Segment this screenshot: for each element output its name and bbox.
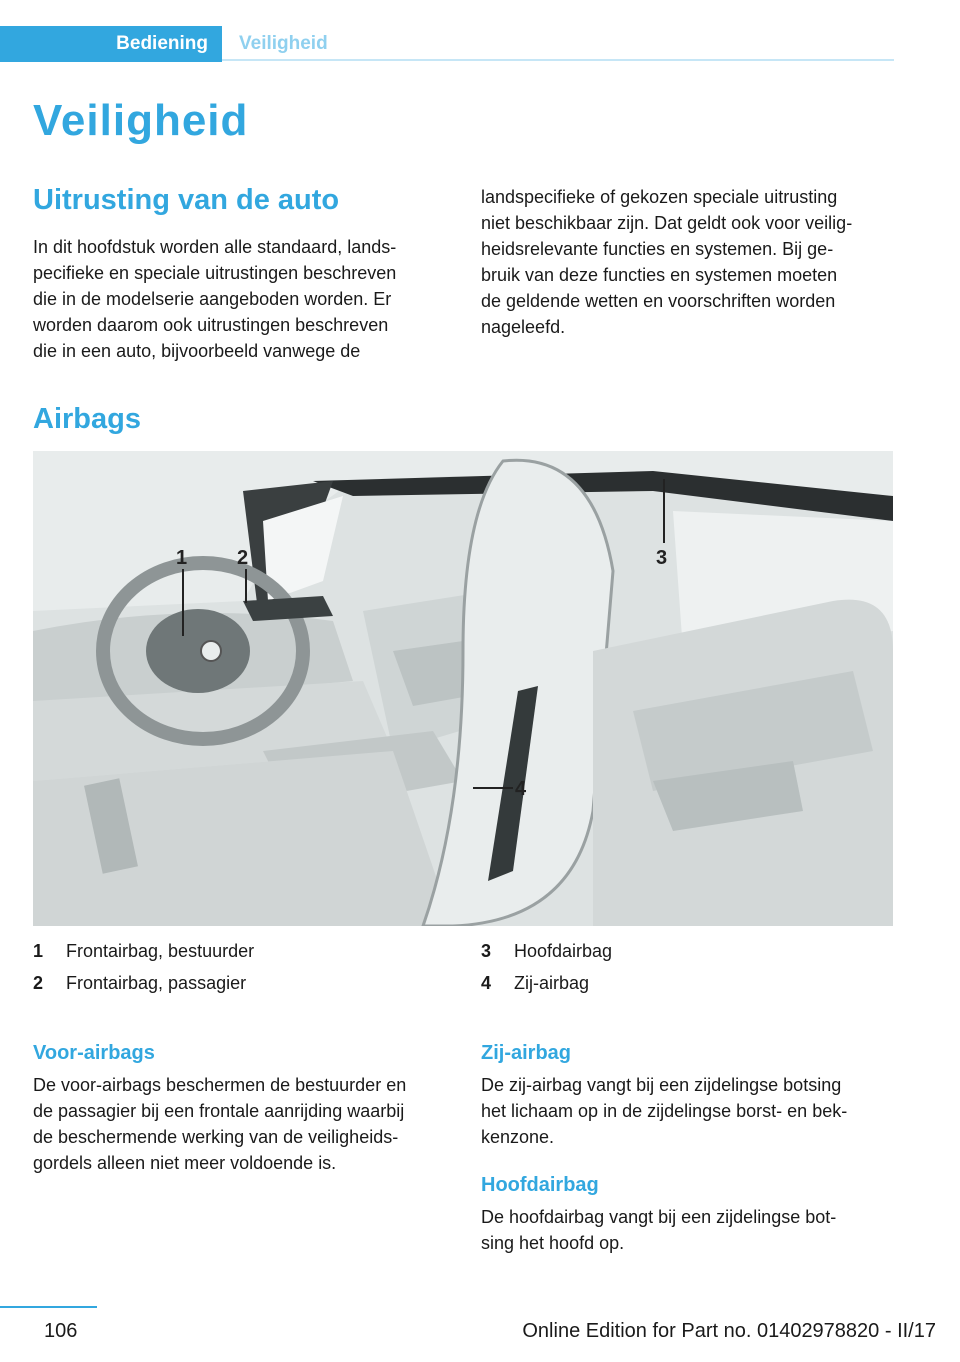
callout-2: 2: [237, 547, 249, 569]
text-line: niet beschikbaar zijn. Dat geldt ook voor veilig-: [481, 213, 853, 233]
legend-item: [481, 967, 612, 999]
text-line: die in een auto, bijvoorbeeld vanwege de: [33, 341, 361, 361]
heading-zij-airbag: Zij-airbag: [481, 1042, 572, 1064]
text-line: In dit hoofdstuk worden alle standaard, lands-: [33, 237, 397, 257]
callout-3: 3: [656, 547, 668, 569]
text-line: De hoofdairbag vangt bij een zijdelingse bot-: [481, 1207, 837, 1227]
legend-label: Frontairbag, passagier: [66, 973, 247, 993]
section1-col2: [481, 184, 852, 340]
legend-num: 1: [33, 941, 44, 961]
section-heading-airbags: Airbags: [33, 403, 141, 435]
text-line: landspecifieke of gekozen speciale uitrusting: [481, 187, 838, 207]
legend-label: Zij-airbag: [514, 973, 590, 993]
page-title: Veiligheid: [33, 96, 249, 145]
legend-item: [33, 967, 254, 999]
legend-right: [481, 935, 612, 999]
text-line: bruik van deze functies en systemen moeten: [481, 265, 838, 285]
text-line: heidsrelevante functies en systemen. Bij ge-: [481, 239, 834, 259]
callout-1: 1: [176, 547, 188, 569]
tab-veiligheid[interactable]: Veiligheid: [239, 33, 328, 54]
text-line: sing het hoofd op.: [481, 1233, 625, 1253]
heading-hoofdairbag: Hoofdairbag: [481, 1174, 599, 1196]
heading-voor-airbags: Voor-airbags: [33, 1042, 155, 1064]
text-line: pecifieke en speciale uitrustingen beschreven: [33, 263, 397, 283]
text-line: het lichaam op in de zijdelingse borst- en bek-: [481, 1101, 848, 1121]
legend-num: 2: [33, 973, 44, 993]
text-line: worden daarom ook uitrustingen beschreven: [33, 315, 389, 335]
legend-left: [33, 935, 254, 999]
text-line: De voor-airbags beschermen de bestuurder en: [33, 1075, 407, 1095]
text-line: nageleefd.: [481, 317, 566, 337]
callout-4: 4: [515, 778, 527, 800]
text-line: kenzone.: [481, 1127, 555, 1147]
section-heading-uitrusting: Uitrusting van de auto: [33, 184, 340, 216]
text-line: de geldende wetten en voorschriften worden: [481, 291, 836, 311]
text-line: die in de modelserie aangeboden worden. Er: [33, 289, 392, 309]
legend-num: 3: [481, 941, 492, 961]
header-divider: [222, 59, 894, 61]
voor-airbags-text: [33, 1072, 406, 1176]
text-line: De zij-airbag vangt bij een zijdelingse botsing: [481, 1075, 842, 1095]
edition-footer: Online Edition for Part no. 01402978820 - II/17: [522, 1320, 936, 1342]
page-number: 106: [44, 1320, 78, 1342]
legend-label: Hoofdairbag: [514, 941, 613, 961]
text-line: de passagier bij een frontale aanrijding waarbij: [33, 1101, 405, 1121]
text-line: de beschermende werking van de veiligheids-: [33, 1127, 399, 1147]
header-tabs: [0, 26, 328, 62]
airbag-illustration: [33, 451, 893, 926]
legend-item: [481, 935, 612, 967]
legend-item: [33, 935, 254, 967]
legend-num: 4: [481, 973, 492, 993]
zij-airbag-text: [481, 1072, 847, 1150]
section1-col1: [33, 234, 396, 364]
hoofdairbag-text: [481, 1204, 836, 1256]
text-line: gordels alleen niet meer voldoende is.: [33, 1153, 337, 1173]
legend-label: Frontairbag, bestuurder: [66, 941, 255, 961]
tab-bediening[interactable]: Bediening: [0, 26, 222, 62]
page-number-rule: [0, 1306, 97, 1308]
